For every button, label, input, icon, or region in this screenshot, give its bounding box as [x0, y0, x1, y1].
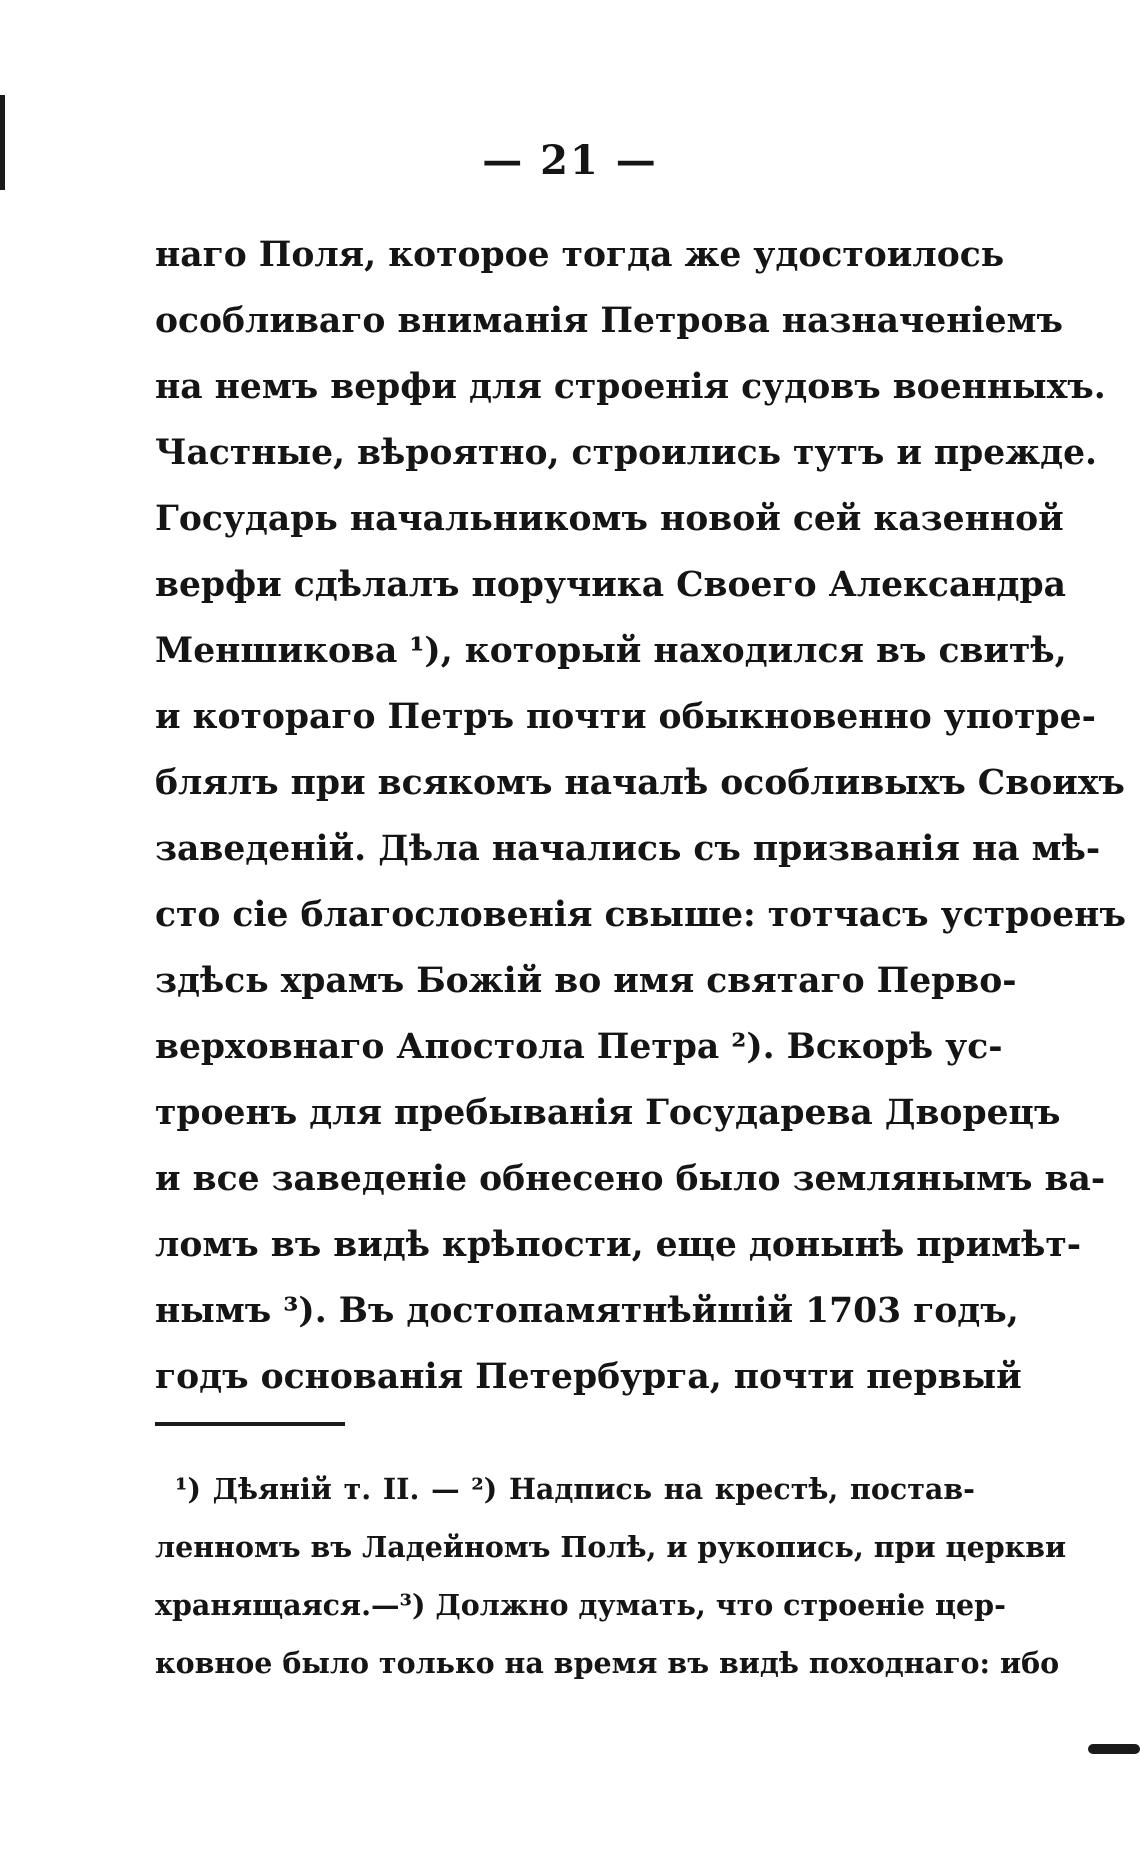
text-line: верфи сдѣлалъ поручика Своего Александра	[155, 565, 1067, 605]
text-line: наго Поля, которое тогда же удостоилось	[155, 235, 1005, 275]
text-line: на немъ верфи для строенія судовъ военныхъ.	[155, 367, 1106, 407]
footnote-separator	[155, 1422, 345, 1426]
text-line: нымъ ³). Въ достопамятнѣйшій 1703 годъ,	[155, 1291, 1019, 1331]
text-line: годъ основанія Петербурга, почти первый	[155, 1357, 1022, 1397]
footnote-line: ковное было только на время въ видѣ походнаго: ибо	[155, 1646, 1060, 1680]
text-line: и все заведеніе обнесено было землянымъ ва-	[155, 1159, 1106, 1199]
scan-edge-mark	[1088, 1744, 1140, 1754]
text-line: особливаго вниманія Петрова назначеніемъ	[155, 301, 1063, 341]
text-line: сто сіе благословенія свыше: тотчасъ устроенъ	[155, 895, 1126, 935]
text-line: троенъ для пребыванія Государева Дворецъ	[155, 1093, 1061, 1133]
footnotes	[155, 1460, 1067, 1692]
text-line: и котораго Петръ почти обыкновенно употре-	[155, 697, 1096, 737]
main-text	[155, 222, 1126, 1410]
page-number: — 21 —	[482, 137, 658, 184]
footnote-line: ¹) Дѣяній т. II. — ²) Надпись на крестѣ, постав-	[175, 1472, 975, 1506]
text-line: Частные, вѣроятно, строились тутъ и прежде.	[155, 433, 1098, 473]
text-line: блялъ при всякомъ началѣ особливыхъ Своихъ	[155, 763, 1125, 803]
text-line: здѣсь храмъ Божій во имя святаго Перво-	[155, 961, 1017, 1001]
text-line: верховнаго Апостола Петра ²). Вскорѣ ус-	[155, 1027, 1003, 1067]
text-line: Государь начальникомъ новой сей казенной	[155, 499, 1064, 539]
footnote-line: ленномъ въ Ладейномъ Полѣ, и рукопись, при церкви	[155, 1530, 1067, 1564]
text-line: ломъ въ видѣ крѣпости, еще донынѣ примѣт-	[155, 1225, 1082, 1265]
text-line: заведеній. Дѣла начались съ призванія на мѣ-	[155, 829, 1101, 869]
text-line: Меншикова ¹), который находился въ свитѣ,	[155, 631, 1067, 671]
footnote-line: хранящаяся.—³) Должно думать, что строеніе цер-	[155, 1588, 1006, 1622]
